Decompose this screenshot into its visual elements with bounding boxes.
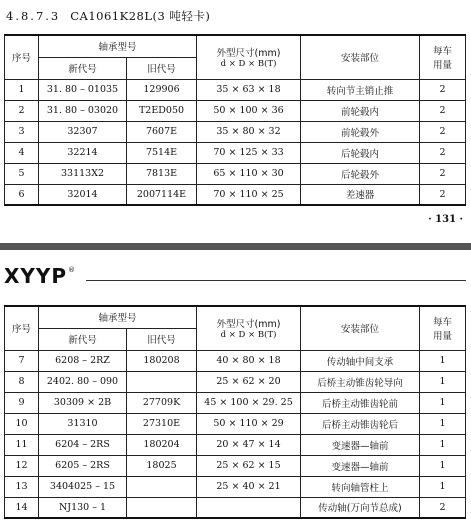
section-number: 4.8.7.3 [6, 9, 61, 23]
cell-location: 前轮毂内 [301, 100, 420, 121]
cell-location: 后轮毂内 [301, 142, 420, 163]
cell-new-code: 33113X2 [39, 163, 127, 184]
header-per-vehicle-label: 每车 [433, 317, 453, 329]
cell-dimensions: 70 × 125 × 33 [197, 142, 301, 163]
cell-dimensions: 45 × 100 × 29. 25 [197, 392, 301, 413]
brand-rule [86, 280, 466, 281]
page-number: · 131 · [428, 214, 463, 225]
cell-quantity: 2 [420, 100, 466, 121]
table-1-body [5, 79, 466, 205]
header-dimensions-sub: d × D × B(T) [220, 330, 277, 341]
cell-new-code: 2402. 80 – 090 [39, 371, 127, 392]
registered-mark: ® [68, 266, 77, 274]
cell-old-code [127, 476, 197, 497]
table-row [5, 455, 466, 476]
cell-quantity: 2 [420, 142, 466, 163]
header-per-vehicle-sub: 用量 [433, 331, 453, 343]
header-seq: 序号 [5, 35, 39, 79]
table-row [5, 497, 466, 518]
cell-old-code: 27310E [127, 413, 197, 434]
cell-dimensions: 65 × 110 × 30 [197, 163, 301, 184]
cell-quantity: 2 [420, 121, 466, 142]
cell-old-code: 180204 [127, 434, 197, 455]
cell-dimensions [197, 497, 301, 518]
cell-location: 差速器 [301, 184, 420, 205]
cell-seq: 10 [5, 413, 39, 434]
page-separator [0, 243, 471, 250]
cell-seq: 2 [5, 100, 39, 121]
cell-dimensions: 25 × 62 × 15 [197, 455, 301, 476]
cell-quantity: 1 [420, 350, 466, 371]
cell-quantity: 1 [420, 413, 466, 434]
cell-old-code: 129906 [127, 79, 197, 100]
cell-location: 传动轴中间支承 [301, 350, 420, 371]
cell-seq: 11 [5, 434, 39, 455]
cell-new-code: 30309 × 2B [39, 392, 127, 413]
table-row [5, 184, 466, 205]
table-row [5, 163, 466, 184]
bearing-table-1 [4, 34, 466, 206]
cell-old-code [127, 497, 197, 518]
header-per-vehicle-label: 每车 [433, 46, 453, 58]
cell-seq: 6 [5, 184, 39, 205]
header-dimensions-sub: d × D × B(T) [220, 59, 277, 70]
header-dimensions [197, 35, 301, 79]
cell-location: 转向轴管柱上 [301, 476, 420, 497]
bearing-table-2 [4, 305, 466, 519]
header-new-code: 新代号 [39, 57, 127, 79]
cell-seq: 8 [5, 371, 39, 392]
section-title: CA1061K28L(3 吨轻卡) [70, 9, 211, 23]
cell-quantity: 1 [420, 476, 466, 497]
cell-seq: 3 [5, 121, 39, 142]
cell-new-code: 31. 80 – 01035 [39, 79, 127, 100]
cell-dimensions: 50 × 110 × 29 [197, 413, 301, 434]
header-dimensions-label: 外型尺寸(mm) [216, 48, 281, 60]
header-per-vehicle-sub: 用量 [433, 60, 453, 72]
header-bearing-model: 轴承型号 [39, 306, 197, 328]
table-row [5, 476, 466, 497]
cell-seq: 1 [5, 79, 39, 100]
cell-new-code: 31310 [39, 413, 127, 434]
cell-quantity: 2 [420, 497, 466, 518]
cell-location: 变速器—轴前 [301, 455, 420, 476]
section-heading [6, 8, 210, 24]
cell-quantity: 1 [420, 455, 466, 476]
brand-name: XYYP [4, 264, 68, 288]
cell-old-code: 7813E [127, 163, 197, 184]
cell-new-code: 31. 80 – 03020 [39, 100, 127, 121]
cell-new-code: 6208 – 2RZ [39, 350, 127, 371]
cell-old-code: 2007114E [127, 184, 197, 205]
cell-dimensions: 50 × 100 × 36 [197, 100, 301, 121]
header-bearing-model: 轴承型号 [39, 35, 197, 57]
header-new-code: 新代号 [39, 328, 127, 350]
cell-seq: 4 [5, 142, 39, 163]
cell-dimensions: 35 × 80 × 32 [197, 121, 301, 142]
cell-dimensions: 20 × 47 × 14 [197, 434, 301, 455]
cell-location: 后轮毂外 [301, 163, 420, 184]
header-per-vehicle [420, 306, 466, 350]
cell-seq: 9 [5, 392, 39, 413]
cell-quantity: 1 [420, 371, 466, 392]
cell-quantity: 1 [420, 392, 466, 413]
cell-old-code: 7514E [127, 142, 197, 163]
cell-location: 后桥主动锥齿轮导向 [301, 371, 420, 392]
table-row [5, 392, 466, 413]
cell-new-code: 32014 [39, 184, 127, 205]
table-row [5, 350, 466, 371]
header-dimensions [197, 306, 301, 350]
header-dimensions-label: 外型尺寸(mm) [216, 319, 281, 331]
cell-new-code: 6204 – 2RS [39, 434, 127, 455]
cell-new-code: 32307 [39, 121, 127, 142]
cell-quantity: 2 [420, 163, 466, 184]
table-row [5, 142, 466, 163]
cell-seq: 7 [5, 350, 39, 371]
header-old-code: 旧代号 [127, 57, 197, 79]
header-location: 安装部位 [301, 306, 420, 350]
table-row [5, 79, 466, 100]
cell-dimensions: 25 × 40 × 21 [197, 476, 301, 497]
header-old-code: 旧代号 [127, 328, 197, 350]
table-row [5, 371, 466, 392]
cell-new-code: 32214 [39, 142, 127, 163]
header-per-vehicle [420, 35, 466, 79]
cell-dimensions: 70 × 110 × 25 [197, 184, 301, 205]
cell-location: 变速器—轴前 [301, 434, 420, 455]
table-row [5, 434, 466, 455]
cell-old-code: 7607E [127, 121, 197, 142]
cell-old-code: 27709K [127, 392, 197, 413]
cell-new-code: NJ130 – 1 [39, 497, 127, 518]
cell-quantity: 2 [420, 184, 466, 205]
cell-old-code [127, 371, 197, 392]
cell-location: 转向节主销止推 [301, 79, 420, 100]
brand-logo [4, 264, 76, 288]
cell-location: 后桥主动锥齿轮前 [301, 392, 420, 413]
cell-quantity: 1 [420, 434, 466, 455]
cell-seq: 14 [5, 497, 39, 518]
header-location: 安装部位 [301, 35, 420, 79]
cell-dimensions: 35 × 63 × 18 [197, 79, 301, 100]
cell-dimensions: 25 × 62 × 20 [197, 371, 301, 392]
table-row [5, 121, 466, 142]
cell-location: 前轮毂外 [301, 121, 420, 142]
cell-dimensions: 40 × 80 × 18 [197, 350, 301, 371]
cell-new-code: 6205 – 2RS [39, 455, 127, 476]
cell-quantity: 2 [420, 79, 466, 100]
cell-seq: 5 [5, 163, 39, 184]
table-row [5, 413, 466, 434]
cell-old-code: 18025 [127, 455, 197, 476]
cell-location: 后桥主动锥齿轮后 [301, 413, 420, 434]
table-2-body [5, 350, 466, 518]
cell-seq: 12 [5, 455, 39, 476]
cell-location: 传动轴(万向节总成) [301, 497, 420, 518]
cell-new-code: 3404025 – 15 [39, 476, 127, 497]
cell-seq: 13 [5, 476, 39, 497]
cell-old-code: T2ED050 [127, 100, 197, 121]
cell-old-code: 180208 [127, 350, 197, 371]
table-row [5, 100, 466, 121]
header-seq: 序号 [5, 306, 39, 350]
